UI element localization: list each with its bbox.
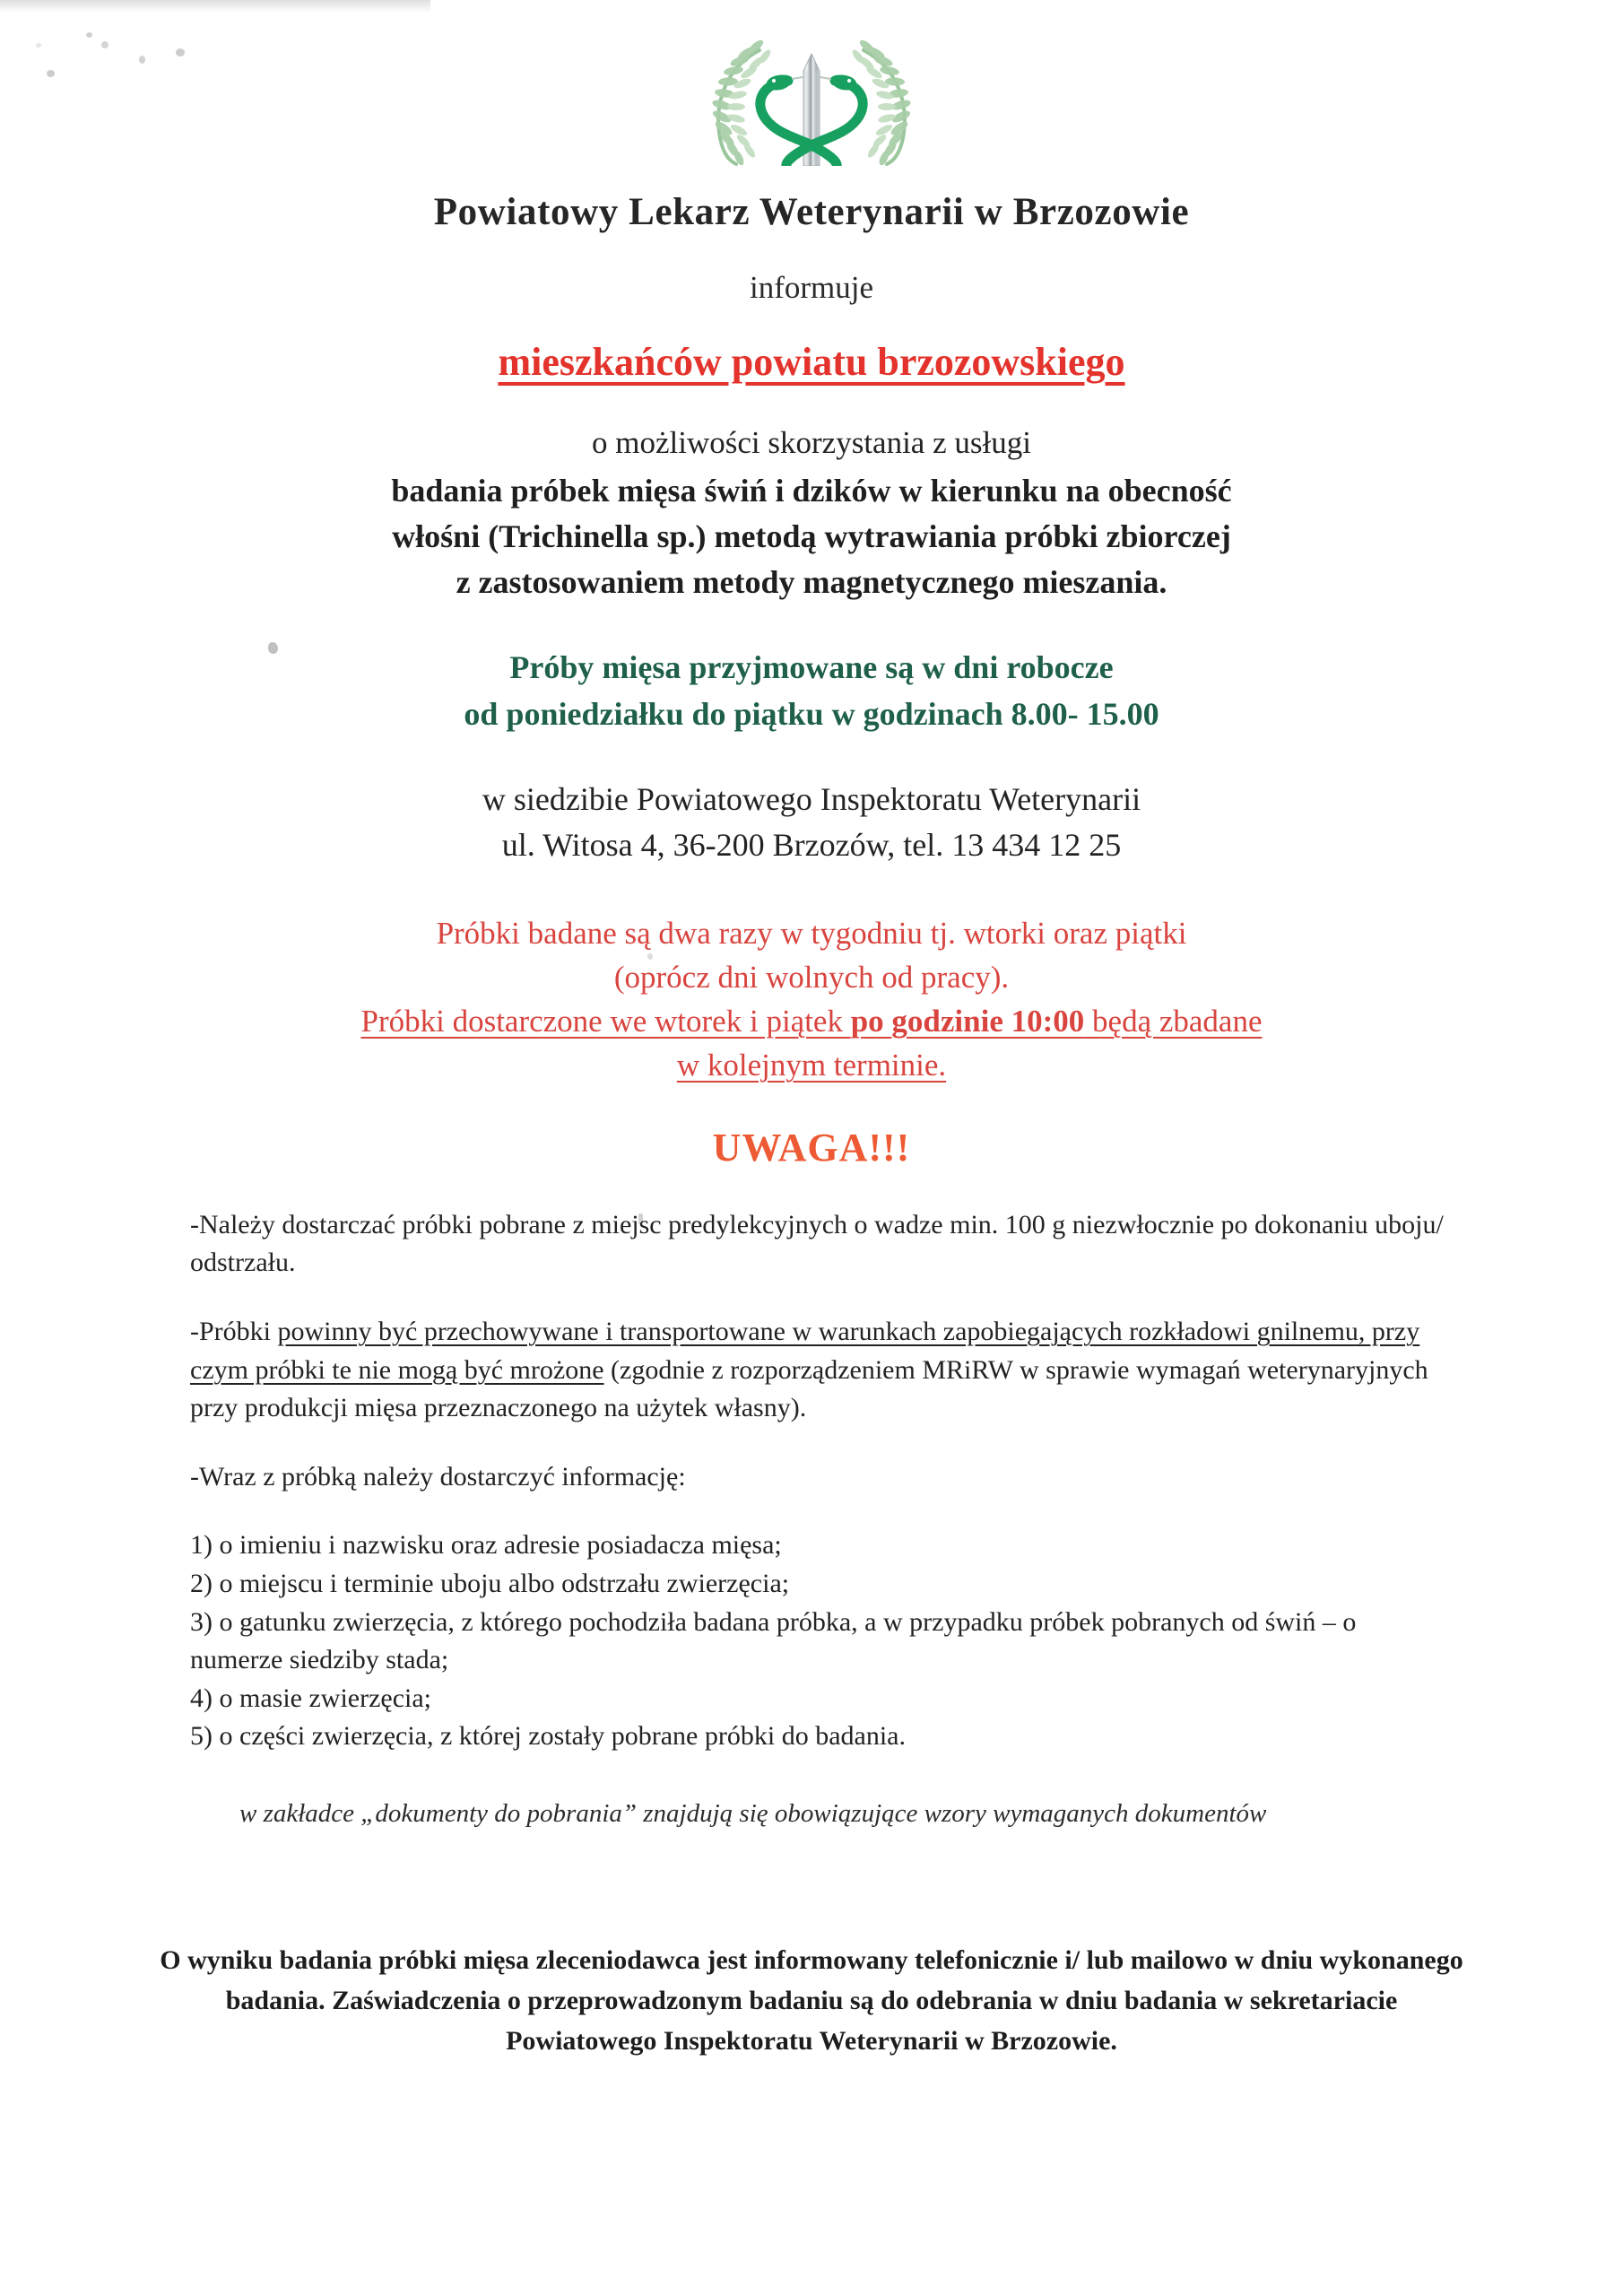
downloads-tab-note: w zakładce „dokumenty do pobrania” znajdują się obowiązujące wzory wymaganych dokumentów [239,1798,1267,1828]
schedule-line-3-part-c: będą zbadane [1084,1003,1263,1039]
list-item: 2) o miejscu i terminie uboju albo odstrzału zwierzęcia; [190,1569,790,1599]
addressee-heading: mieszkańców powiatu brzozowskiego [498,339,1125,384]
list-item: 3) o gatunku zwierzęcia, z którego pochodziła badana próbka, a w przypadku próbek pobranych od świń – o numerze siedziby stada; [190,1606,1357,1675]
note2-lead: -Próbki [190,1317,278,1347]
list-item: 5) o części zwierzęcia, z której zostały pobrane próbki do badania. [190,1721,906,1752]
notes-column [0,1206,1623,1832]
address-line-1: w siedzibie Powiatowego Inspektoratu Weterynarii [482,780,1141,817]
page-title: Powiatowy Lekarz Weterynarii w Brzozowie [433,191,1190,233]
required-information-list [190,1526,1453,1756]
emblem-container [0,0,1623,166]
note-sample-weight: -Należy dostarczać próbki pobrane z miejsc predylekcyjnych o wadze min. 100 g niezwłocznie po dokonaniu uboju/ odstrzału. [190,1209,1444,1278]
note-required-information-lead: -Wraz z próbką należy dostarczyć informację: [190,1461,686,1492]
schedule-cutoff-time: po godzinie 10:00 [850,1003,1085,1039]
service-description [0,468,1623,605]
service-intro-text: o możliwości skorzystania z usługi [592,424,1031,460]
list-item: 4) o masie zwierzęcia; [190,1683,432,1713]
list-item: 1) o imieniu i nazwisku oraz adresie posiadacza mięsa; [190,1530,782,1561]
testing-schedule [0,911,1623,1087]
schedule-line-1: Próbki badane są dwa razy w tygodniu tj. wtorki oraz piątki [436,915,1187,951]
informs-label: informuje [749,269,874,305]
address-line-2: ul. Witosa 4, 36-200 Brzozów, tel. 13 434 12 25 [501,826,1122,863]
result-notification-note: O wyniku badania próbki mięsa zleceniodawca jest informowany telefonicznie i/ lub mailowo w dniu wykonanego badania. Zaświadczenia o przeprowadzonym badaniu są do odebrania w dniu badania w sekretariacie Powiatowego Inspektoratu Weterynarii w Brzozowie. [160,1944,1463,2056]
schedule-line-3-part-a: Próbki dostarczone we wtorek i piątek [360,1003,851,1039]
veterinary-inspection-emblem-icon [695,27,928,166]
schedule-line-2: (oprócz dni wolnych od pracy). [613,959,1010,995]
note2-underlined: powinny być przechowywane i transportowane w warunkach zapobiegających rozkładowi gnilnemu, przy czym próbki te nie mogą być mrożone [190,1317,1420,1385]
attention-heading: UWAGA!!! [712,1125,911,1170]
schedule-line-4: w kolejnym terminie. [676,1047,947,1083]
opening-hours [0,645,1623,736]
hours-line-1: Próby mięsa przyjmowane są w dni robocze [509,649,1114,686]
note2-tail: (zgodnie z rozporządzeniem MRiRW w sprawie wymagań weterynaryjnych przy produkcji mięsa przeznaczonego na użytek własny). [190,1354,1428,1423]
hours-line-2: od poniedziałku do piątku w godzinach 8.00- 15.00 [464,695,1159,732]
service-line-1: badania próbek mięsa świń i dzików w kierunku na obecność [391,473,1232,509]
office-address [0,777,1623,868]
service-line-2: włośni (Trichinella sp.) metodą wytrawiania próbki zbiorczej [392,518,1231,555]
note-storage-transport [190,1313,1453,1428]
service-line-3: z zastosowaniem metody magnetycznego mieszania. [456,564,1167,601]
